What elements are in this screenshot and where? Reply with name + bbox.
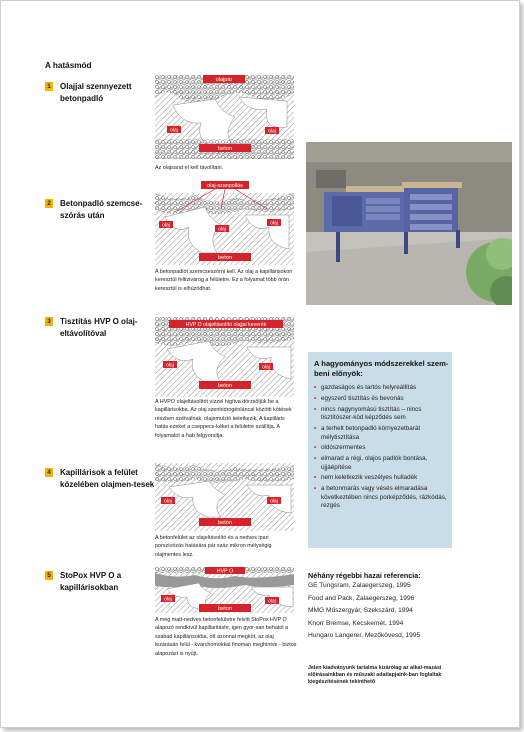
advantages-title: A hagyományos módszerekkel szem-beni előnyök: bbox=[314, 359, 449, 378]
list-item: • a betonmarás vagy vésés elmaradása következtében nincs porképződés, rázkódás, rezgés bbox=[314, 485, 447, 510]
bullet-icon: • bbox=[314, 444, 317, 452]
list-item: • gazdaságos és tartós helyreállítás bbox=[314, 384, 417, 391]
advantages-list bbox=[314, 384, 450, 513]
step-title: StoPox HVP O a kapillárisokban bbox=[60, 571, 122, 592]
label-base: beton bbox=[218, 520, 232, 526]
diagram-5 bbox=[155, 567, 294, 613]
label-oil: olaj bbox=[166, 362, 174, 369]
caption-4: A betonfelület az olajeltávolító és a nedves ipari porszívózás hatására pár száz mikron mélységig olajmentes lesz. bbox=[155, 535, 272, 558]
label-oil: olaj bbox=[268, 128, 276, 135]
section-title: A hatásmód bbox=[45, 61, 92, 70]
label-oil: olaj bbox=[164, 498, 172, 505]
reference-item: GE Tungsram, Zalaegerszeg, 1995 bbox=[308, 582, 411, 589]
label-oil: olaj bbox=[270, 498, 278, 505]
bullet-icon: • bbox=[314, 474, 317, 482]
list-item: • nem keletkezik veszélyes hulladék bbox=[314, 474, 418, 482]
list-item: • a terhelt betonpadló környezetbarát mélytisztítása bbox=[314, 424, 421, 441]
label-oil: olaj bbox=[262, 364, 270, 371]
label-oil: olaj bbox=[268, 598, 276, 605]
step-number: 1 bbox=[45, 82, 53, 91]
label-oil: olaj bbox=[218, 226, 226, 233]
label-base: beton bbox=[218, 255, 232, 261]
caption-2: A betonpadlót szemcseszórni kell. Az olaj a kapillárisokon keresztül feltizivárog a felületre. Ez a folyamat több órán keresztül is elhúzódhat. bbox=[155, 269, 293, 292]
label-base: beton bbox=[218, 146, 232, 152]
workshop-photo bbox=[306, 142, 512, 305]
label-oil: olaj bbox=[170, 127, 178, 134]
diagram-2 bbox=[155, 181, 294, 265]
step-number: 2 bbox=[45, 199, 53, 208]
label-oil: olaj bbox=[162, 222, 170, 229]
diagram-1 bbox=[155, 75, 294, 159]
bullet-icon: • bbox=[314, 405, 317, 413]
bullet-icon: • bbox=[314, 394, 317, 402]
step-number: 4 bbox=[45, 468, 53, 477]
bullet-icon: • bbox=[314, 455, 317, 463]
list-item: • elmarad a régi, olajos padlók bontása, újjáépítése bbox=[314, 455, 428, 471]
step-number: 5 bbox=[45, 571, 53, 580]
reference-item: Knorr Bremse, Kecskemét, 1994 bbox=[308, 619, 404, 627]
label-base: beton bbox=[218, 606, 232, 612]
footnote: Jelen kiadványunk tartalma kizárólag az alkal-mazási előírásainkban és műszaki adatlapjaink-ban foglaltak kiegészítésének tekinthető bbox=[308, 665, 442, 686]
references-title: Néhány régebbi hazai referencia: bbox=[308, 571, 421, 580]
step-number: 3 bbox=[45, 317, 53, 326]
label-top: HVP O bbox=[216, 568, 234, 575]
diagram-3 bbox=[155, 317, 294, 397]
diagram-4 bbox=[155, 457, 294, 531]
label-top: olajpár bbox=[215, 77, 233, 83]
references bbox=[308, 571, 508, 643]
label-top: olaj-szanpollás bbox=[207, 183, 243, 189]
label-oil: olaj bbox=[164, 596, 172, 603]
advantages-box bbox=[308, 352, 452, 548]
list-item: • egyszerű tisztítás és bevonás bbox=[314, 394, 404, 402]
reference-item: MMG Műszergyár, Szekszárd, 1994 bbox=[308, 607, 413, 615]
bullet-icon: • bbox=[314, 424, 317, 432]
step-title: Kapillárisok a felület közelében olajmen-tesek bbox=[60, 468, 155, 489]
bullet-icon: • bbox=[314, 384, 317, 391]
reference-item: Hungaro Langerer, Mezőkövesd, 1995 bbox=[308, 632, 421, 640]
label-top: HVP O olajeltávolító olajjal keverék bbox=[185, 322, 267, 328]
list-item: • oldószermentes bbox=[314, 444, 366, 452]
caption-1: Az olajsarat el kell távolítani. bbox=[155, 165, 224, 171]
label-base: beton bbox=[218, 383, 232, 389]
step-title: Olajjal szennyezett betonpadló bbox=[60, 82, 132, 103]
caption-3: A HVPO olajeltávolítót vízzel higítva dörzsöljük be a kapillárisokba. Az olaj szenhidrogénláncai közötti kötések részben szétválnak, olajemulzió keletkezik. A kapilláris hatás ezeket a cseppecs-kéket a felületre szállítja. A folyamatot a hab felgyorsítja. bbox=[155, 399, 292, 439]
step-title: Tisztítás HVP O olaj-eltávolítóval bbox=[60, 317, 138, 338]
step-title: Betonpadló szemcse-szórás után bbox=[60, 199, 143, 220]
reference-item: Food and Pack, Zalaegerszeg, 1996 bbox=[308, 594, 415, 602]
bullet-icon: • bbox=[314, 485, 317, 493]
caption-5: A még matt-nedves betonfelületre felvitt StoPox HVP O alapozó rendkívül kapillaritáshr, igen gyor-san behatol a szabad kapillárisokba, ott azonnal megköt, az olaj lezárásán felül - kvarchomokkal finoman meghintve - biztos alapozást is nyújt. bbox=[155, 617, 297, 657]
label-oil: olaj bbox=[270, 220, 278, 227]
list-item: • nincs nagynyomású tisztítás – nincs tisztítószer-köd képződés sem bbox=[314, 405, 422, 422]
